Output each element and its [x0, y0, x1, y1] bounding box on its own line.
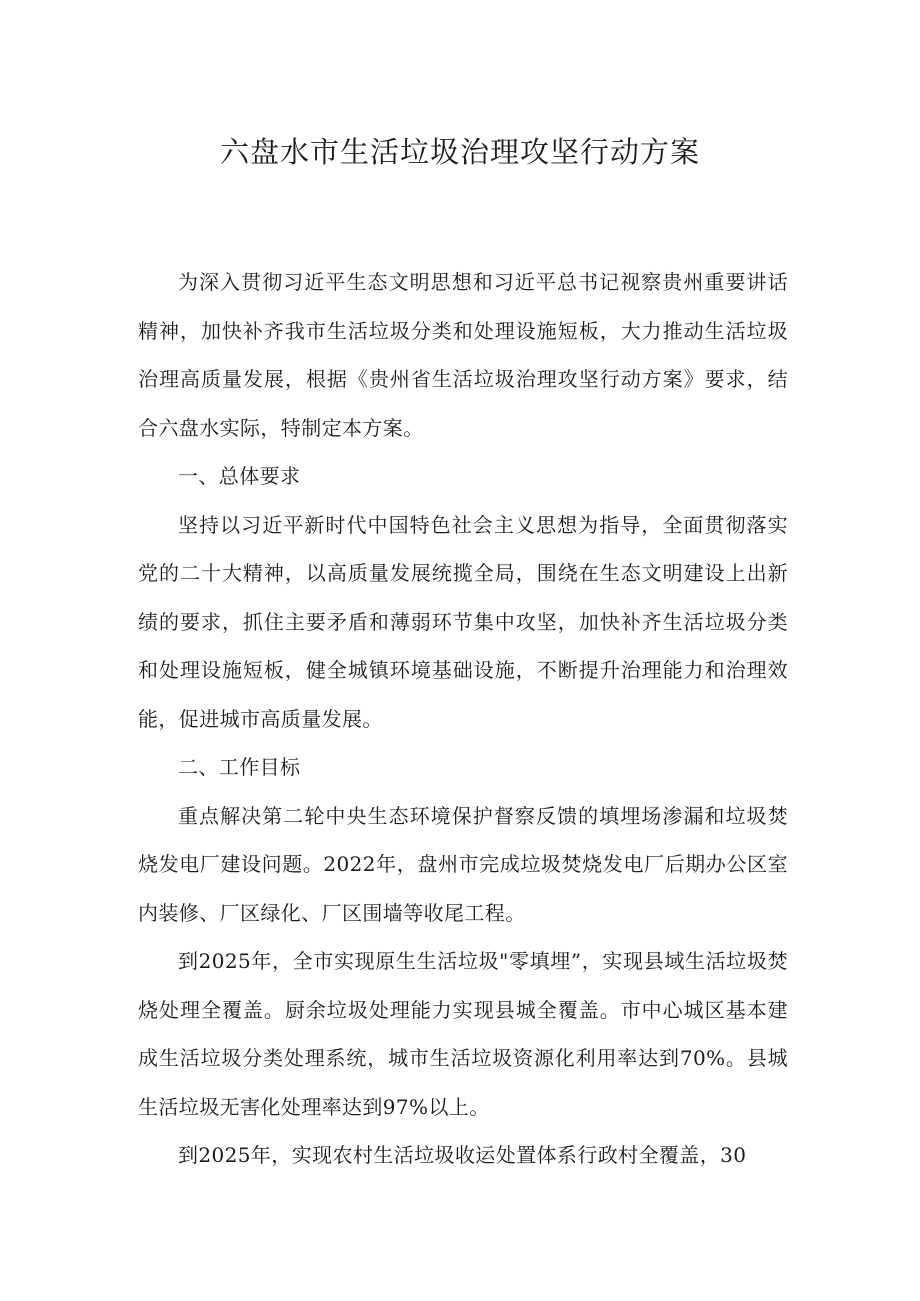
section-heading-general-requirements: 一、总体要求 — [178, 464, 301, 488]
work-goals-paragraph-1: 重点解决第二轮中央生态环境保护督察反馈的填埋场渗漏和垃圾焚烧发电厂建设问题。2022年，盘州市完成垃圾焚烧发电厂后期办公区室内装修、厂区绿化、厂区围墙等收尾工程。 — [138, 803, 788, 925]
general-requirements-paragraph: 坚持以习近平新时代中国特色社会主义思想为指导，全面贯彻落实党的二十大精神，以高质量发展统揽全局，围绕在生态文明建设上出新绩的要求，抓住主要矛盾和薄弱环节集中攻坚，加快补齐生活垃圾分类和处理设施短板，健全城镇环境基础设施，不断提升治理能力和治理效能，促进城市高质量发展。 — [138, 512, 788, 731]
work-goals-paragraph-3: 到2025年，实现农村生活垃圾收运处置体系行政村全覆盖，30 — [178, 1143, 747, 1167]
work-goals-paragraph-2: 到2025年，全市实现原生生活垃圾"零填埋”，实现县域生活垃圾焚烧处理全覆盖。厨余垃圾处理能力实现县城全覆盖。市中心城区基本建成生活垃圾分类处理系统，城市生活垃圾资源化利用率达到70%。县城生活垃圾无害化处理率达到97%以上。 — [138, 949, 788, 1119]
section-heading-work-goals: 二、工作目标 — [178, 755, 301, 779]
document-title: 六盘水市生活垃圾治理攻坚行动方案 — [219, 135, 700, 169]
document-body — [138, 258, 788, 1180]
intro-paragraph: 为深入贯彻习近平生态文明思想和习近平总书记视察贵州重要讲话精神，加快补齐我市生活垃圾分类和处理设施短板，大力推动生活垃圾治理高质量发展，根据《贵州省生活垃圾治理攻坚行动方案》要求，结合六盘水实际，特制定本方案。 — [138, 270, 788, 440]
